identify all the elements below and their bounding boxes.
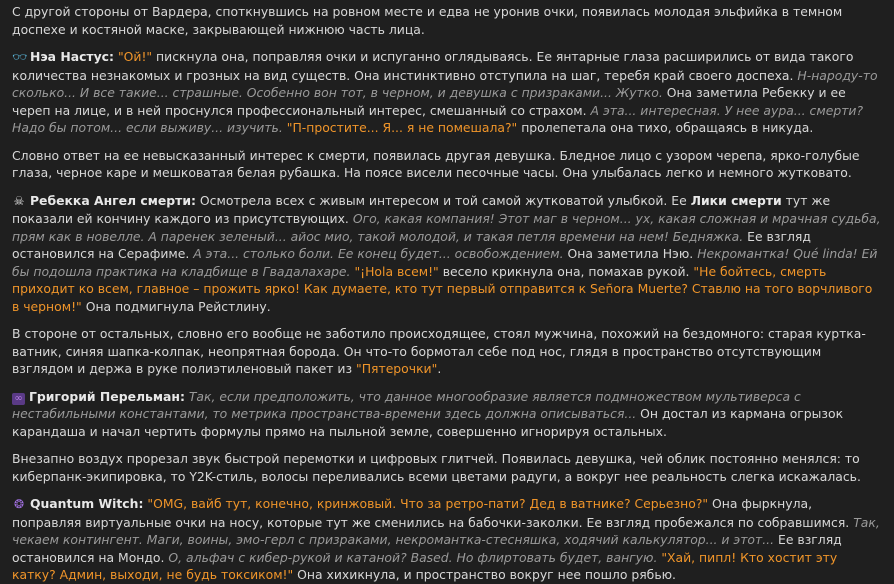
speech-text: "¡Hola всем!" [354, 263, 439, 279]
speech-text: "Не бойтесь, смерть приходит ко всем, главное – прожить ярко! Как думаете, кто тут первый отправится к Señora Muerte? Ставлю на того ворчливого в черном!" [12, 263, 873, 314]
thought-text: Так, если предположить, что данное многообразие является подмножеством мультиверса с нестабильными константами, то метрика пространства-времени здесь должна описываться... [12, 388, 801, 421]
alien-monster-icon: ❂ [13, 497, 25, 511]
dialogue-paragraph: 👓︎ Нэа Настус: "Ой!" пискнула она, поправляя очки и испуганно оглядываясь. Ее янтарные глаза расширились от вида такого количества незнакомых и грозных на вид существ. Она инстинктивно отступила на шаг, теребя край своего доспеха. Н-народу-то сколько... И все такие... страшные. Особенно вон тот, в черном, и девушка с призраками... Жутко. Она заметила Ребекку и ее череп на лице, и в ней проснулся профессиональный интерес, смешанный со страхом. А эта... интересная. У нее аура... смерти? Надо бы потом... если выживу... изучить. "П-простите... Я... я не помешала?" пролепетала она тихо, обращаясь в никуда. [12, 49, 878, 135]
thought-text: Н-народу-то сколько... И все такие... страшные. Особенно вон тот, в черном, и девушка с призраками... Жутко. [12, 67, 878, 100]
speech-text: "Ой!" [117, 49, 153, 64]
speaker-name: Ребекка Ангел смерти: [29, 192, 196, 208]
thought-text: О, альфач с кибер-рукой и катаной? Based. Но флиртовать будет, вангую. [168, 549, 658, 565]
infinity-icon: ∞ [12, 393, 25, 405]
dialogue-paragraph: ❂ Quantum Witch: "OMG, вайб тут, конечно, кринжовый. Что за ретро-пати? Дед в ватнике? Серьезно?" Она фыркнула, поправляя виртуальные очки на носу, которые тут же сменились на бабочки-заколки. Ее взгляд пробежался по собравшимся. Так, чекаем контингент. Маги, воины, эмо-герл с призраками, некромантка-стесняшка, ходячий калькулятор... и этот... Ее взгляд остановился на Мондо. О, альфач с кибер-рукой и катаной? Based. Но флиртовать будет, вангую. "Хай, пипл! Кто хостит эту катку? Админ, выходи, не будь токсиком!" Она хихикнула, и пространство вокруг нее пошло рябью. [12, 496, 880, 582]
emphasis-text: Лики смерти [690, 192, 782, 208]
speaker-name: Григорий Перельман: [28, 388, 185, 404]
speech-text: "Пятерочки" [356, 361, 438, 376]
thought-text: Ого, какая компания! Этот маг в черном... ух, какая сложная и мрачная судьба, прям как в новелле. А паренек зеленый... айос мио, такой молодой, и такая петля времени на нем! Бедняжка. [12, 211, 881, 244]
speaker-name: Нэа Настус: [29, 49, 114, 64]
thought-text: А эта... интересная. У нее аура... смерти? Надо бы потом... если выживу... изучить. [12, 102, 864, 135]
narration-paragraph: В стороне от остальных, словно его вообще не заботило происходящее, стоял мужчина, похожий на бездомного: старая куртка-ватник, синяя шапка-колпак, неопрятная борода. Он что-то бормотал себе под нос, глядя в пространство отсутствующим взглядом и держа в руке полиэтиленовый пакет из "Пятерочки". [12, 326, 866, 376]
speech-text: "OMG, вайб тут, конечно, кринжовый. Что за ретро-пати? Дед в ватнике? Серьезно?" [147, 496, 709, 511]
narration-paragraph: Словно ответ на ее невысказанный интерес к смерти, появилась другая девушка. Бледное лицо с узором черепа, ярко-голубые глаза, черное каре и мешковатая белая рубашка. На поясе висели песочные часы. Она улыбалась легко и немного жутковато. [12, 147, 860, 180]
glasses-icon: 👓︎ [12, 50, 28, 64]
speaker-name: Quantum Witch: [29, 496, 144, 511]
thought-text: Некромантка! Qué lindа! Ей бы подошла практика на кладбище в Гвадалахаре. [12, 246, 878, 279]
dialogue-paragraph: ∞ Григорий Перельман: Так, если предположить, что данное многообразие является подмножеством мультиверса с нестабильными константами, то метрика пространства-времени здесь должна описываться... Он достал из кармана огрызок карандаша и начал чертить формулы прямо на пыльной земле, совершенно игнорируя остальных. [12, 388, 844, 439]
narration-paragraph: Внезапно воздух прорезал звук быстрой перемотки и цифровых глитчей. Появилась девушка, чей облик постоянно менялся: то киберпанк-экипировка, то Y2K-стиль, волосы переливались всеми цветами радуги, а вокруг нее реальность слегка искажалась. [12, 451, 861, 484]
speech-text: "Хай, пипл! Кто хостит эту катку? Админ, выходи, не будь токсиком!" [12, 549, 838, 582]
thought-text: А эта... столько боли. Ее конец будет... освобождением. [193, 246, 564, 261]
thought-text: Так, чекаем контингент. Маги, воины, эмо-герл с призраками, некромантка-стесняшка, ходячий калькулятор... и этот... [12, 514, 880, 547]
narration-paragraph: С другой стороны от Вардера, споткнувшись на ровном месте и едва не уронив очки, появилась молодая эльфийка в темном доспехе и костяной маске, закрывающей нижнюю часть лица. [12, 4, 843, 37]
speech-text: "П-простите... Я... я не помешала?" [286, 120, 518, 135]
dialogue-paragraph: ☠ Ребекка Ангел смерти: Осмотрела всех с живым интересом и той самой жутковатой улыбкой. Ее Лики смерти тут же показали ей кончину каждого из присутствующих. Ого, какая компания! Этот маг в черном... ух, какая сложная и мрачная судьба, прям как в новелле. А паренек зеленый... айос мио, такой молодой, и такая петля времени на нем! Бедняжка. Ее взгляд остановился на Серафиме. А эта... столько боли. Ее конец будет... освобождением. Она заметила Нэю. Некромантка! Qué lindа! Ей бы подошла практика на кладбище в Гвадалахаре. "¡Hola всем!" весело крикнула она, помахав рукой. "Не бойтесь, смерть приходит ко всем, главное – прожить ярко! Как думаете, кто тут первый отправится к Señora Muerte? Ставлю на того ворчливого в черном!" Она подмигнула Рейстлину. [12, 192, 881, 314]
skull-icon: ☠ [13, 193, 25, 208]
